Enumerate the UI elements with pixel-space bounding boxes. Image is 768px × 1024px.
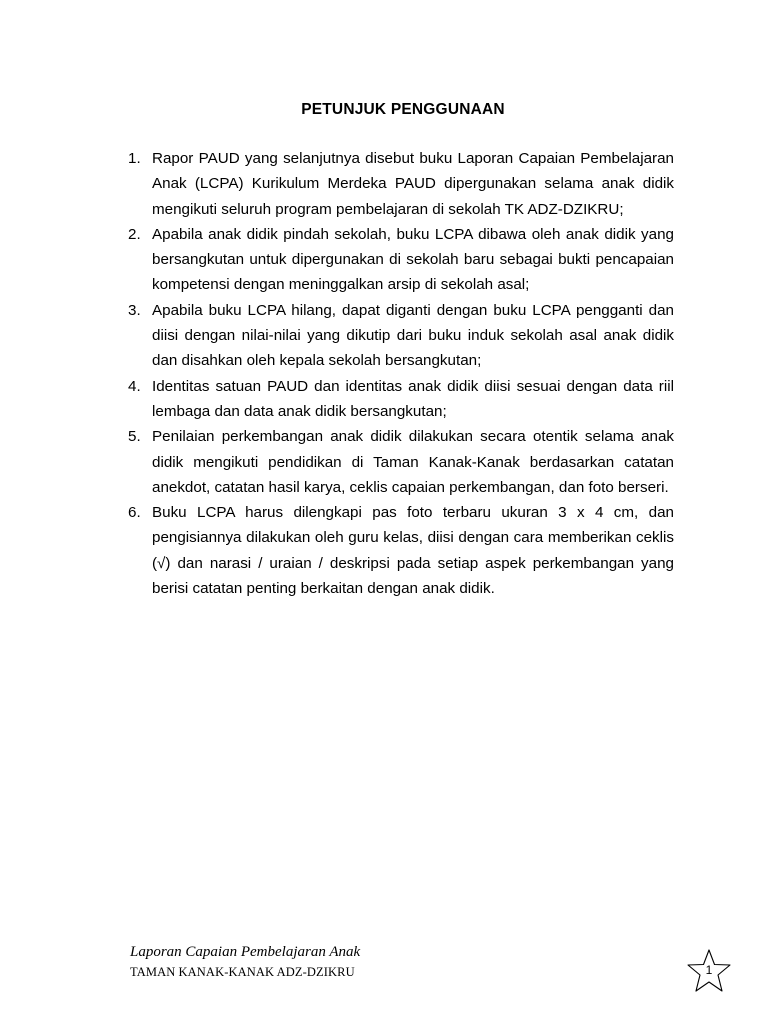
- list-item-text: Rapor PAUD yang selanjutnya disebut buku Laporan Capaian Pembelajaran Anak (LCPA) Kurikulum Merdeka PAUD dipergunakan selama anak didik mengikuti seluruh program pembelajaran di sekolah TK ADZ-DZIKRU;: [152, 150, 674, 218]
- footer-report-title: Laporan Capaian Pembelajaran Anak: [130, 944, 361, 960]
- list-item-number: 4.: [128, 377, 141, 395]
- list-item: [126, 222, 674, 298]
- list-item-number: 6.: [128, 504, 141, 522]
- list-item-number: 2.: [128, 225, 141, 243]
- list-item-number: 3.: [128, 301, 141, 319]
- page-title: PETUNJUK PENGGUNAAN: [301, 101, 505, 118]
- footer-school-name: TAMAN KANAK-KANAK ADZ-DZIKRU: [130, 965, 355, 979]
- page-number: 1: [705, 963, 713, 977]
- list-item-text: Penilaian perkembangan anak didik dilakukan secara otentik selama anak didik mengikuti pendidikan di Taman Kanak-Kanak berdasarkan catatan anekdot, catatan hasil karya, ceklis capaian perkembangan, dan foto berseri.: [152, 428, 674, 496]
- list-item-number: 5.: [128, 428, 141, 446]
- list-item-text: Buku LCPA harus dilengkapi pas foto terbaru ukuran 3 x 4 cm, dan pengisiannya dilakukan oleh guru kelas, diisi dengan cara memberikan ceklis (√) dan narasi / uraian / deskripsi pada setiap aspek perkembangan yang berisi catatan penting berkaitan dengan anak didik.: [152, 504, 674, 598]
- list-item-text: Apabila anak didik pindah sekolah, buku LCPA dibawa oleh anak didik yang bersangkutan untuk dipergunakan di sekolah baru sebagai bukti pencapaian kompetensi dengan meninggalkan arsip di sekolah asal;: [152, 225, 674, 294]
- instruction-list: [126, 146, 674, 601]
- list-item: [126, 146, 674, 222]
- list-item: [126, 298, 674, 374]
- list-item: [126, 374, 674, 425]
- list-item-text: Identitas satuan PAUD dan identitas anak didik diisi sesuai dengan data riil lembaga dan data anak didik bersangkutan;: [152, 377, 674, 420]
- list-item: [126, 424, 674, 500]
- list-item: [126, 500, 674, 601]
- list-item-number: 1.: [128, 150, 141, 167]
- list-item-text: Apabila buku LCPA hilang, dapat diganti dengan buku LCPA pengganti dan diisi dengan nilai-nilai yang dikutip dari buku induk sekolah asal anak didik dan disahkan oleh kepala sekolah bersangkutan;: [152, 301, 674, 370]
